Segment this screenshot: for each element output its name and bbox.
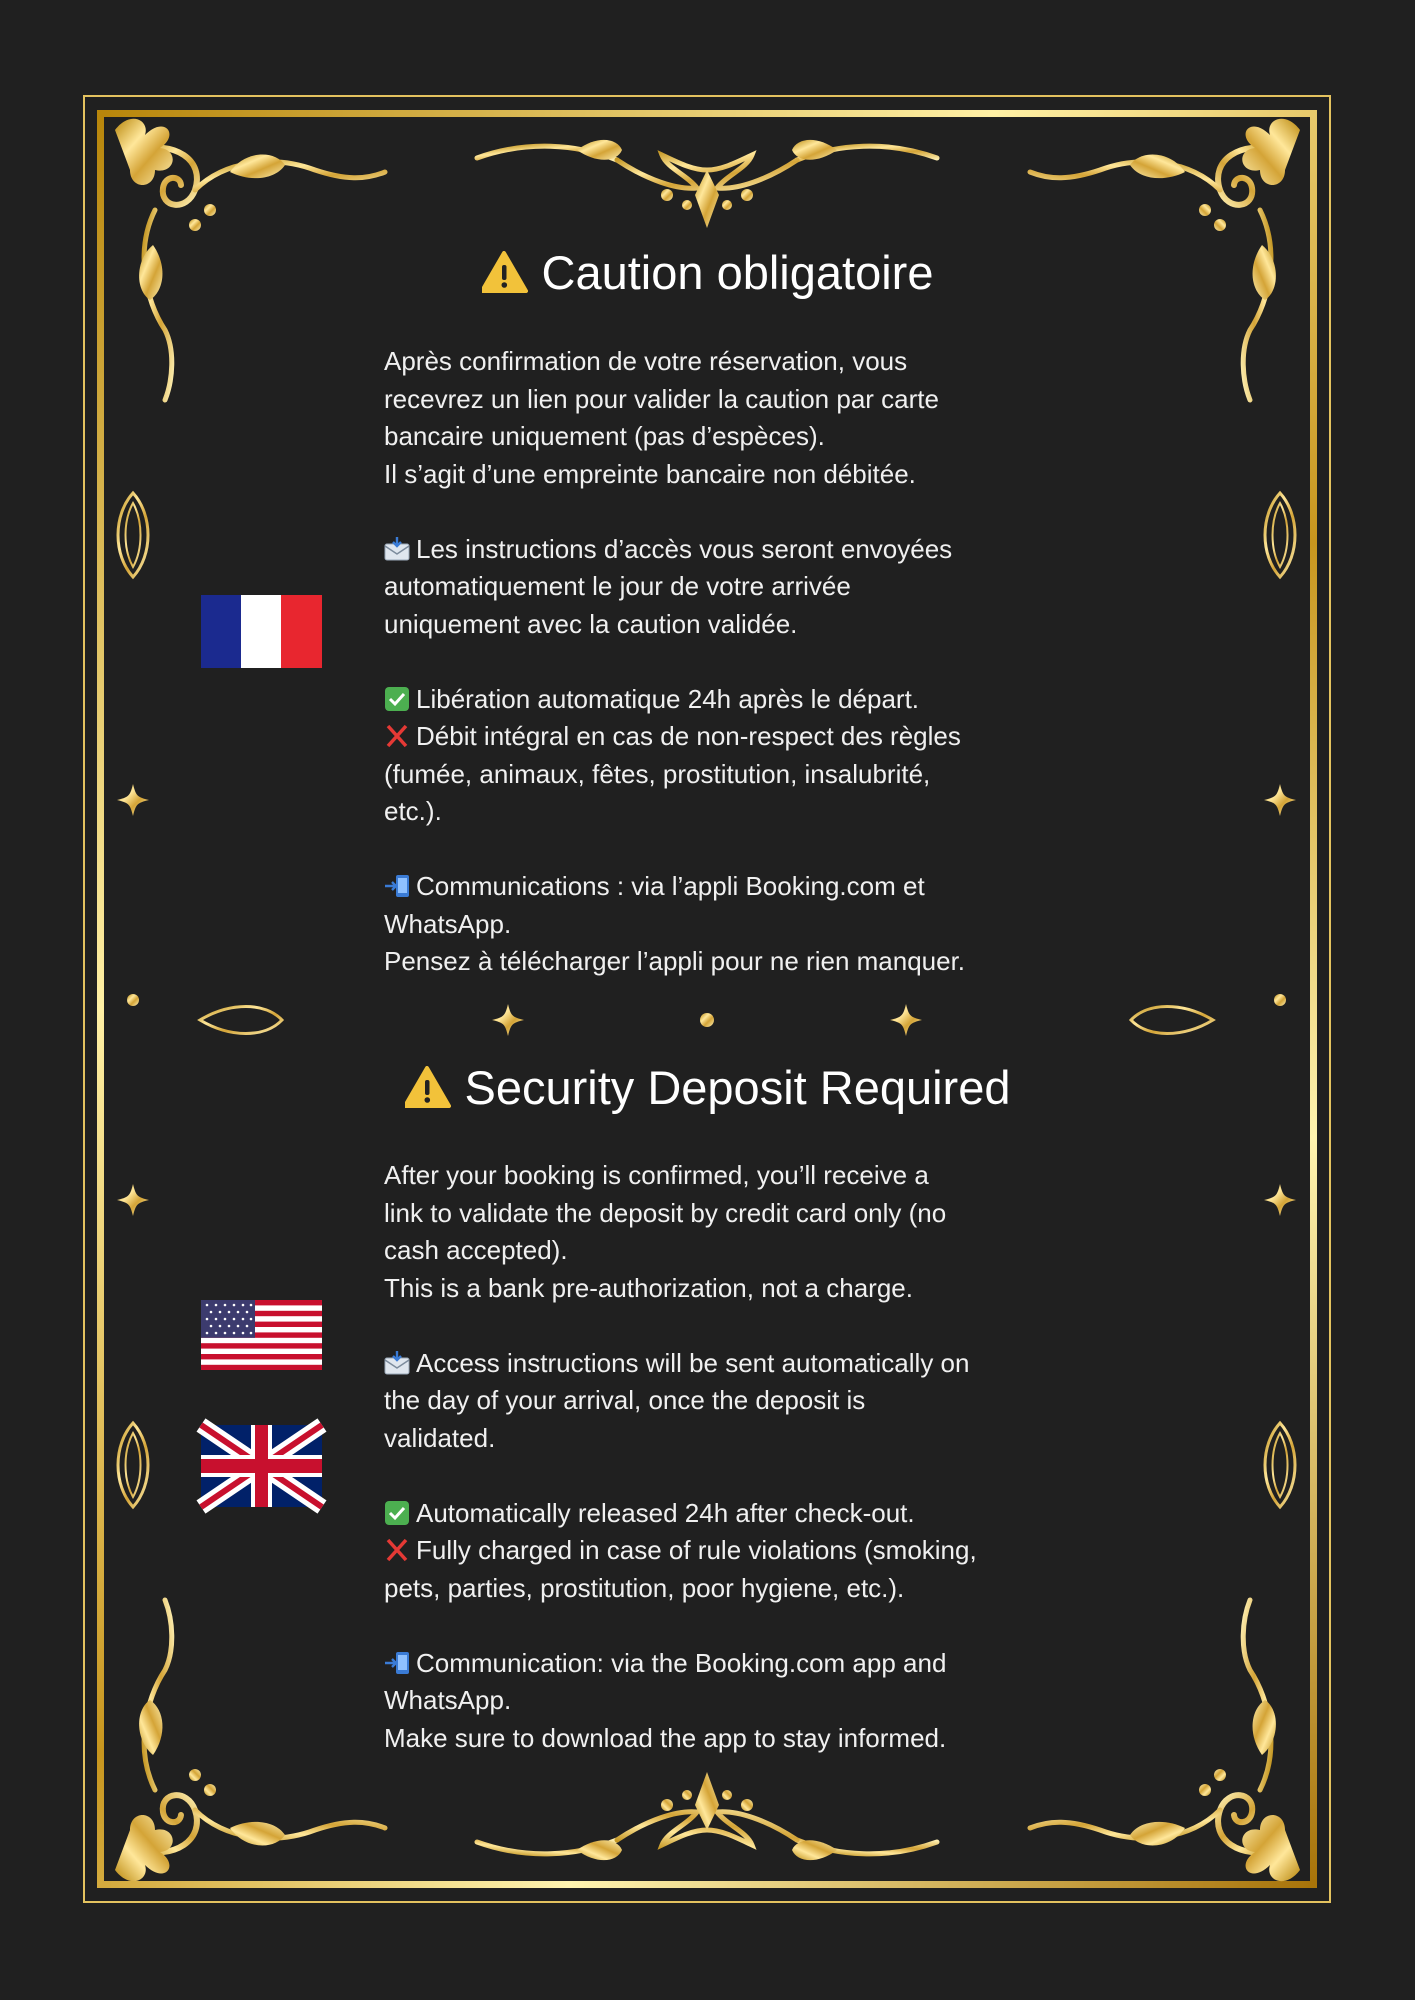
text-line: Communications : via l’appli Booking.com et	[416, 871, 925, 901]
english-title	[200, 1058, 1215, 1118]
right-star-ornament-upper	[1264, 784, 1296, 816]
left-star-ornament-upper	[117, 784, 149, 816]
french-access-paragraph	[384, 531, 1044, 644]
check-mark-icon	[384, 687, 410, 711]
top-crest-ornament	[477, 140, 937, 228]
uk-flag	[201, 1425, 322, 1507]
text-line: etc.).	[384, 796, 442, 826]
english-access-paragraph	[384, 1345, 1044, 1458]
text-line: WhatsApp.	[384, 908, 512, 939]
text-line: (fumée, animaux, fêtes, prostitution, insalubrité,	[384, 758, 931, 789]
mobile-arrow-icon	[384, 1651, 410, 1675]
text-line: Libération automatique 24h après le départ.	[416, 683, 920, 714]
french-title-text: Caution obligatoire	[541, 246, 934, 299]
text-line: Pensez à télécharger l’appli pour ne rien manquer.	[384, 946, 966, 976]
right-star-ornament-lower	[1264, 1184, 1296, 1216]
left-star-ornament-lower	[117, 1184, 149, 1216]
corner-ornament-bottom-left	[115, 1600, 385, 1881]
english-title-text: Security Deposit Required	[464, 1061, 1011, 1114]
french-deposit-paragraph	[384, 343, 1044, 493]
french-body	[384, 343, 1044, 981]
text-line: Automatically released 24h after check-out.	[416, 1497, 915, 1528]
text-line: link to validate the deposit by credit card only (no	[384, 1197, 947, 1228]
envelope-arrow-icon	[384, 1351, 410, 1375]
text-line: uniquement avec la caution validée.	[384, 608, 798, 639]
text-line: Débit intégral en cas de non-respect des règles	[416, 721, 961, 751]
text-line: Après confirmation de votre réservation, vous	[384, 346, 908, 376]
text-line: Access instructions will be sent automatically on	[416, 1347, 970, 1378]
english-deposit-paragraph	[384, 1157, 1044, 1307]
french-rules-paragraph	[384, 681, 1044, 831]
text-line: After your booking is confirmed, you’ll receive a	[384, 1160, 929, 1190]
envelope-arrow-icon	[384, 537, 410, 561]
corner-ornament-bottom-right	[1030, 1600, 1300, 1881]
warning-icon	[405, 1066, 451, 1110]
section-divider	[200, 1004, 1213, 1036]
english-rules-paragraph	[384, 1495, 1044, 1608]
left-dot-ornament	[127, 994, 139, 1006]
english-body	[384, 1157, 1044, 1757]
text-line: This is a bank pre-authorization, not a charge.	[384, 1272, 913, 1303]
text-line: pets, parties, prostitution, poor hygiene, etc.).	[384, 1572, 905, 1603]
english-communication-paragraph	[384, 1645, 1044, 1758]
france-flag	[201, 595, 322, 668]
text-line: bancaire uniquement (pas d’espèces).	[384, 421, 825, 451]
check-mark-icon	[384, 1501, 410, 1525]
text-line: Communication: via the Booking.com app and	[416, 1647, 947, 1678]
left-leaf-ornament-lower	[118, 1423, 148, 1507]
text-line: the day of your arrival, once the deposit is	[384, 1385, 866, 1415]
right-leaf-ornament-lower	[1265, 1423, 1295, 1507]
french-title	[200, 243, 1215, 303]
text-line: validated.	[384, 1422, 496, 1453]
mobile-arrow-icon	[384, 874, 410, 898]
text-line: Les instructions d’accès vous seront envoyées	[416, 533, 953, 564]
cross-mark-icon	[384, 1538, 410, 1562]
right-dot-ornament	[1274, 994, 1286, 1006]
text-line: recevrez un lien pour valider la caution par carte	[384, 383, 939, 414]
text-line: Il s’agit d’une empreinte bancaire non débitée.	[384, 458, 916, 489]
usa-flag	[201, 1300, 322, 1370]
left-leaf-ornament-upper	[118, 493, 148, 577]
text-line: WhatsApp.	[384, 1685, 512, 1715]
right-leaf-ornament-upper	[1265, 493, 1295, 577]
warning-icon	[482, 251, 528, 295]
french-communication-paragraph	[384, 868, 1044, 981]
text-line: cash accepted).	[384, 1235, 568, 1265]
text-line: Make sure to download the app to stay informed.	[384, 1722, 947, 1753]
bottom-crest-ornament	[477, 1772, 937, 1860]
text-line: automatiquement le jour de votre arrivée	[384, 571, 851, 601]
cross-mark-icon	[384, 724, 410, 748]
text-line: Fully charged in case of rule violations (smoking,	[416, 1535, 977, 1565]
